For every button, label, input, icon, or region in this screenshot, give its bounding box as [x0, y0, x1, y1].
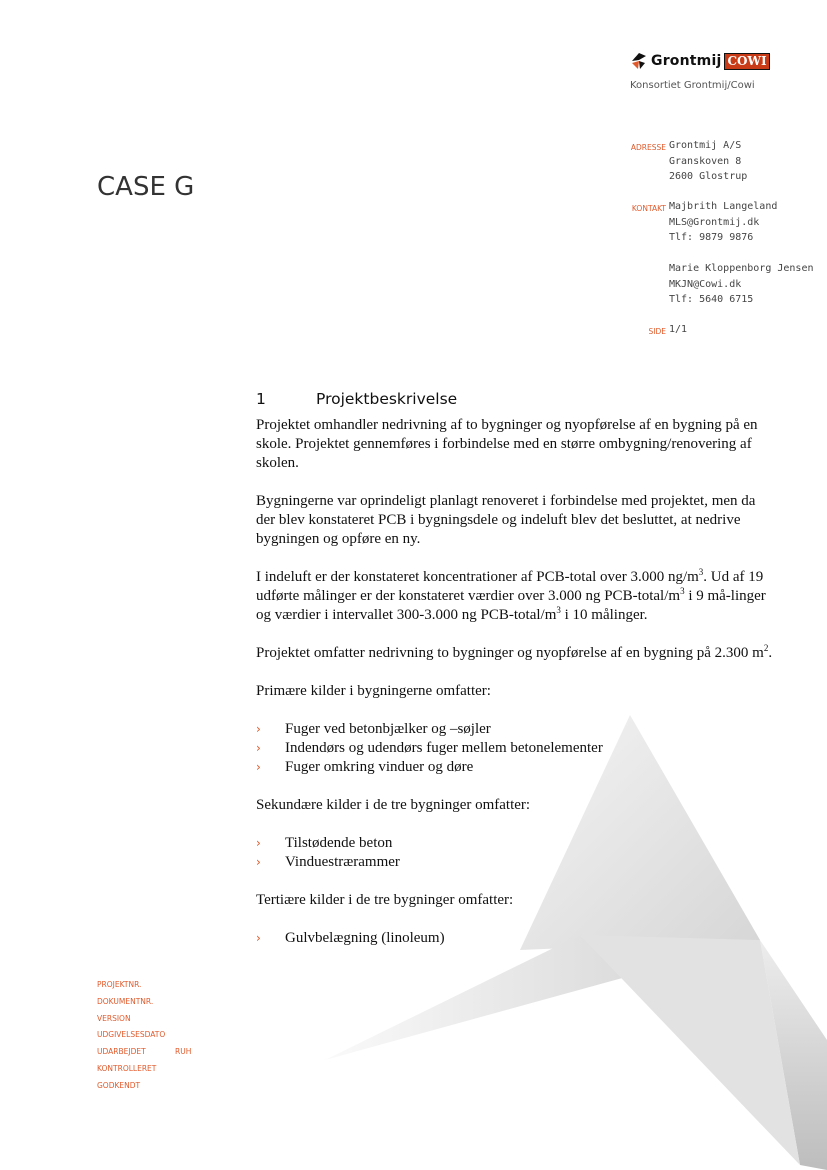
section-heading	[256, 390, 457, 408]
contact-email[interactable]: MKJN@Cowi.dk	[669, 278, 742, 290]
contact-block-1	[669, 199, 777, 246]
list-item: › Fuger ved betonbjælker og –søjler	[256, 721, 491, 737]
primary-sources-list	[256, 720, 776, 777]
list-item: › Fuger omkring vinduer og døre	[256, 759, 474, 775]
paragraph: Projektet omfatter nedrivning to bygninger og nyopførelse af en bygning på 2.300 $m^2$.	[256, 643, 773, 661]
paragraph: I indeluft er der konstateret koncentrationer af PCB-total over 3.000 $ng/m^3$. Ud af 19 udførte målinger er der konstateret værdier over 3.000 ng PCB-$total/m^3$ i 9 må-linger og værdier i intervallet 300-3.000 ng PCB-$total/m^3$ i 10 målinger.	[256, 567, 766, 623]
document-body	[256, 416, 776, 967]
contact-block-2	[669, 261, 814, 308]
address-block	[669, 138, 747, 185]
list-item: › Indendørs og udendørs fuger mellem betonelementer	[256, 740, 603, 756]
contact-name: Marie Kloppenborg Jensen	[669, 263, 814, 274]
meta-row-udarbejdet: UDARBEJDET RUH	[97, 1047, 192, 1057]
meta-row-godkendt: GODKENDT	[97, 1080, 141, 1090]
paragraph: Projektet omhandler nedrivning af to bygninger og nyopførelse af en bygning på en skole. Projektet gennemføres i forbindelse med en større ombygning/renovering af skolen.	[256, 417, 758, 471]
chevron-right-icon: ›	[256, 836, 261, 850]
page-number: 1/1	[669, 324, 688, 335]
contact-phone: Tlf: 5640 6715	[669, 294, 754, 305]
list-item: › Vinduestrærammer	[256, 854, 400, 870]
meta-row-projektnr: PROJEKTNR.	[97, 980, 142, 989]
chevron-right-icon: ›	[256, 722, 261, 736]
page-label: SIDE	[648, 327, 666, 336]
logo-brand-text: Grontmij	[651, 53, 722, 69]
secondary-sources-list	[256, 834, 776, 872]
primary-sources-intro: Primære kilder i bygningerne omfatter:	[256, 683, 491, 699]
consortium-subtitle: Konsortiet Grontmij/Cowi	[630, 80, 755, 91]
grontmij-logo-icon	[630, 51, 648, 71]
contact-email[interactable]: MLS@Grontmij.dk	[669, 216, 760, 228]
address-line: Granskoven 8	[669, 155, 742, 167]
case-title: CASE G	[97, 172, 195, 202]
chevron-right-icon: ›	[256, 855, 261, 869]
chevron-right-icon: ›	[256, 760, 261, 774]
meta-row-version: VERSION	[97, 1013, 131, 1023]
address-label: ADRESSE	[630, 143, 666, 152]
section-number: 1	[256, 390, 266, 408]
tertiary-sources-intro: Tertiære kilder i de tre bygninger omfatter:	[256, 892, 514, 908]
document-metadata	[97, 980, 192, 1098]
company-logo	[630, 50, 770, 72]
contact-label: KONTAKT	[631, 204, 666, 213]
address-line: Grontmij A/S	[669, 140, 742, 151]
contact-phone: Tlf: 9879 9876	[669, 232, 754, 243]
chevron-right-icon: ›	[256, 741, 261, 755]
paragraph: Bygningerne var oprindeligt planlagt renoveret i forbindelse med projektet, men da der blev konstateret PCB i bygningsdele og indeluft blev det besluttet, at nedrive bygningen og opføre en ny.	[256, 493, 756, 547]
secondary-sources-intro: Sekundære kilder i de tre bygninger omfatter:	[256, 797, 531, 813]
section-title: Projektbeskrivelse	[316, 390, 458, 408]
contact-name: Majbrith Langeland	[669, 201, 778, 212]
chevron-right-icon: ›	[256, 931, 261, 945]
udarbejdet-value: RUH	[175, 1047, 192, 1057]
meta-row-kontrolleret: KONTROLLERET	[97, 1063, 157, 1073]
meta-row-udgivelsesdato: UDGIVELSESDATO	[97, 1030, 166, 1040]
list-item: › Tilstødende beton	[256, 835, 393, 851]
meta-row-dokumentnr: DOKUMENTNR.	[97, 996, 154, 1006]
address-line: 2600 Glostrup	[669, 171, 748, 182]
tertiary-sources-list	[256, 929, 776, 948]
list-item: › Gulvbelægning (linoleum)	[256, 930, 445, 946]
logo-partner-text: COWI	[724, 53, 769, 70]
